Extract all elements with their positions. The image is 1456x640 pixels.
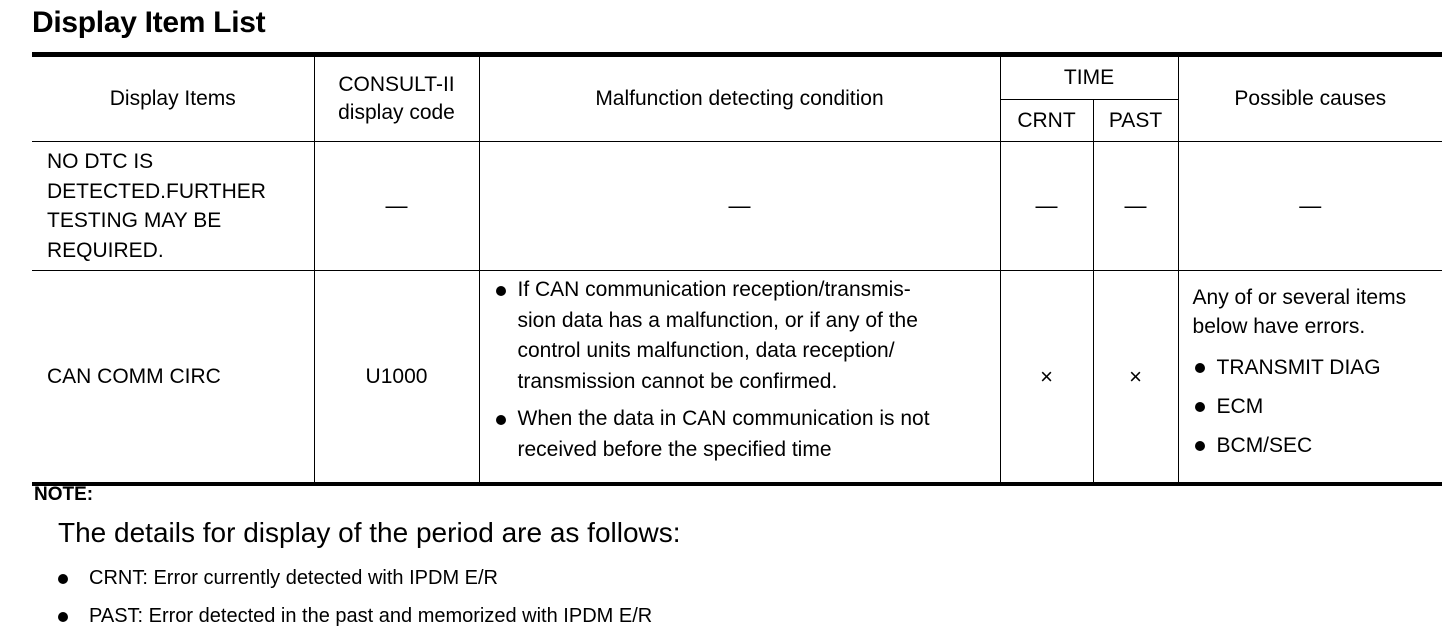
cause-item [1193,348,1433,387]
display-item-table [32,52,1442,486]
note-list [58,562,652,638]
condition-item [496,275,984,397]
header-display-items: Display Items [32,55,314,142]
note-item-text: PAST: Error detected in the past and memorized with IPDM E/R [89,605,653,627]
bullet-icon [496,286,506,296]
cause-text: ECM [1216,395,1264,418]
header-consult-code: CONSULT-II display code [314,55,479,142]
header-time: TIME [1000,55,1178,100]
cause-text: TRANSMIT DIAG [1216,356,1381,379]
note-item [58,600,652,638]
table-row [32,271,1442,485]
cell-code: U1000 [314,271,479,485]
note-item-text: CRNT: Error currently detected with IPDM E/R [89,567,498,589]
table-header-row [32,55,1442,100]
cell-causes [1178,271,1442,485]
condition-item [496,404,984,465]
bullet-icon [496,415,506,425]
note-label: NOTE: [34,484,94,505]
cell-display-item: NO DTC IS DETECTED.FURTHER TESTING MAY BE REQUIRED. [32,142,314,271]
bullet-icon [1195,363,1205,373]
header-condition: Malfunction detecting condition [479,55,1000,142]
cause-item [1193,426,1433,465]
condition-text: If CAN communication reception/transmis- sion data has a malfunction, or if any of the control units malfunction, data reception/ transmission cannot be confirmed. [517,278,918,393]
cell-crnt: — [1000,142,1093,271]
cell-past: — [1093,142,1178,271]
cell-causes: — [1178,142,1442,271]
header-crnt: CRNT [1000,100,1093,142]
bullet-icon [1195,441,1205,451]
bullet-icon [1195,402,1205,412]
cause-text: BCM/SEC [1216,434,1313,457]
cell-crnt: × [1000,271,1093,485]
causes-intro: Any of or several items below have errors. [1192,286,1407,338]
bullet-icon [58,612,68,622]
cell-past: × [1093,271,1178,485]
cause-item [1193,387,1433,426]
cell-condition [479,271,1000,485]
table-row [32,142,1442,271]
cell-condition: — [479,142,1000,271]
cell-code: — [314,142,479,271]
page-title: Display Item List [32,6,266,39]
note-intro: The details for display of the period are as follows: [58,517,681,548]
header-past: PAST [1093,100,1178,142]
cell-display-item: CAN COMM CIRC [32,271,314,485]
condition-text: When the data in CAN communication is not received before the specified time [517,407,930,461]
note-item [58,562,652,600]
header-causes: Possible causes [1178,55,1442,142]
bullet-icon [58,574,68,584]
